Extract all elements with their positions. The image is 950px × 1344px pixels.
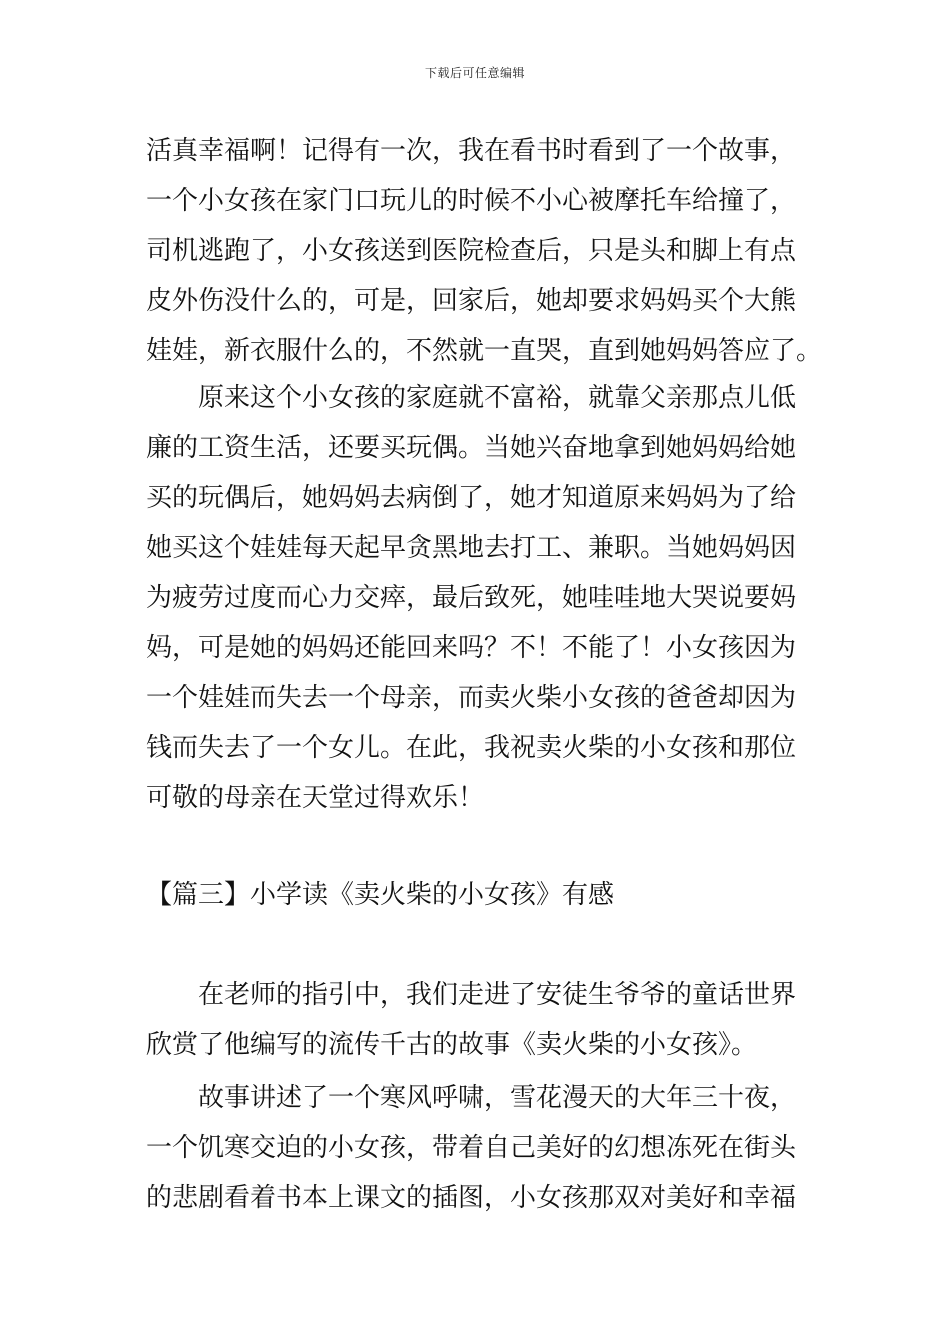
text-line: 钱而失去了一个女儿。在此，我祝卖火柴的小女孩和那位: [146, 733, 797, 763]
text-line: 一个小女孩在家门口玩儿的时候不小心被摩托车给撞了，: [146, 186, 797, 216]
text-line: 可敬的母亲在天堂过得欢乐！: [146, 783, 485, 813]
text-line: 的悲剧看着书本上课文的插图，小女孩那双对美好和幸福: [146, 1183, 797, 1213]
paragraph: [146, 373, 808, 823]
text-line-first: 故事讲述了一个寒风呼啸，雪花漫天的大年三十夜，: [198, 1083, 797, 1113]
text-line: 活真幸福啊！记得有一次，我在看书时看到了一个故事，: [146, 136, 797, 166]
paragraph: [146, 970, 808, 1070]
text-line: 皮外伤没什么的，可是，回家后，她却要求妈妈买个大熊: [146, 286, 797, 316]
text-line: 她买这个娃娃每天起早贪黑地去打工、兼职。当她妈妈因: [146, 533, 797, 563]
text-line: 娃娃，新衣服什么的，不然就一直哭，直到她妈妈答应了。: [146, 336, 823, 366]
text-line: 司机逃跑了，小女孩送到医院检查后，只是头和脚上有点: [146, 236, 797, 266]
text-line-first: 在老师的指引中，我们走进了安徒生爷爷的童话世界: [198, 980, 797, 1010]
text-line: 买的玩偶后，她妈妈去病倒了，她才知道原来妈妈为了给: [146, 483, 797, 513]
text-line: 一个饥寒交迫的小女孩，带着自己美好的幻想冻死在街头: [146, 1133, 797, 1163]
paragraph: [146, 1073, 808, 1223]
page-header-note: 下载后可任意编辑: [424, 66, 525, 80]
paragraph-continued: [146, 126, 823, 376]
text-line: 欣赏了他编写的流传千古的故事《卖火柴的小女孩》。: [146, 1030, 758, 1060]
text-line-first: 原来这个小女孩的家庭就不富裕，就靠父亲那点儿低: [198, 383, 797, 413]
text-line: 廉的工资生活，还要买玩偶。当她兴奋地拿到她妈妈给她: [146, 433, 797, 463]
text-line: 妈，可是她的妈妈还能回来吗？不！不能了！小女孩因为: [146, 633, 797, 663]
text-line: 为疲劳过度而心力交瘁，最后致死，她哇哇地大哭说要妈: [146, 583, 797, 613]
section-title: 【篇三】小学读《卖火柴的小女孩》有感: [146, 880, 615, 910]
text-line: 一个娃娃而失去一个母亲，而卖火柴小女孩的爸爸却因为: [146, 683, 797, 713]
